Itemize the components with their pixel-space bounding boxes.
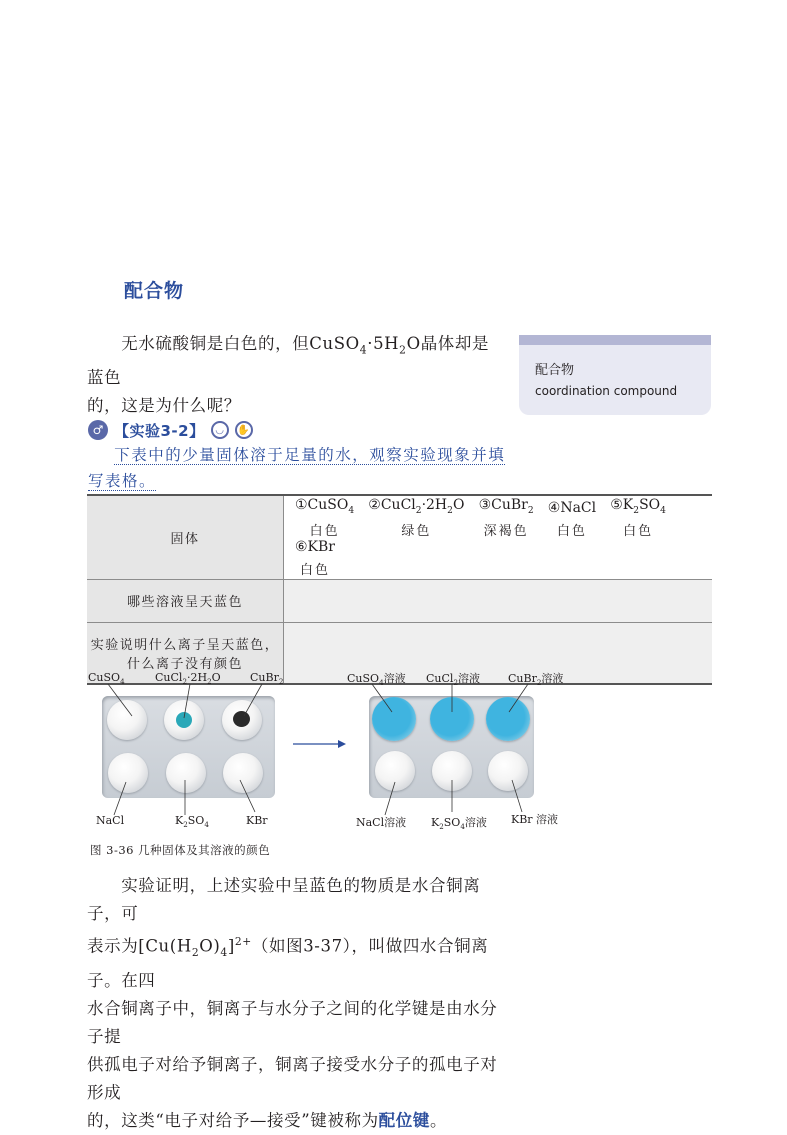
glossary-term-en: coordination compound [535, 384, 678, 398]
label-cubr2-solution: CuBr$_2$溶液 [508, 672, 564, 688]
compound-k2so4: $⑤K_2SO_4$ 白色 [610, 497, 666, 539]
label-cubr2: CuBr$_2$ [250, 671, 284, 687]
header-blue-solutions: 哪些溶液呈天蓝色 [87, 579, 284, 622]
keyword-coordination-bond: 配位键 [378, 1110, 430, 1130]
section-title: 配合物 [124, 280, 185, 302]
compound-cubr2: ③CuBr$_2$ 深褐色 [478, 497, 534, 539]
body-paragraph [87, 872, 507, 1135]
label-cucl2-solution: CuCl$_2$溶液 [426, 672, 480, 688]
body-line-3: 水合铜离子中，铜离子与水分子之间的化学键是由水分子提 [87, 998, 498, 1046]
label-nacl: NaCl [96, 814, 125, 827]
compound-cucl2: $②CuCl_2\cdot 2H_2O$ 绿色 [368, 497, 465, 539]
figure-caption: 图 3-36 几种固体及其溶液的颜色 [90, 843, 271, 857]
label-nacl-solution: NaCl溶液 [356, 816, 407, 829]
body-line-1: 实验证明，上述实验中呈蓝色的物质是水合铜离子，可 [87, 876, 481, 923]
intro-line-2: 的，这是为什么呢？ [87, 396, 241, 416]
body-line-5: 的，这类“电子对给予—接受”键被称为配位键。 [87, 1110, 448, 1130]
glossary-term-zh: 配合物 [535, 363, 575, 378]
header-explain: 实验说明什么离子呈天蓝色， 什么离子没有颜色 [87, 622, 284, 684]
body-line-4: 供孤电子对给予铜离子，铜离子接受水分子的孤电子对形成 [87, 1054, 498, 1102]
label-cuso4: CuSO$_4$ [88, 671, 125, 687]
label-k2so4: $K_2SO_4$ [175, 814, 209, 830]
label-cucl2: $CuCl_2\cdot 2H_2O$ [155, 671, 221, 687]
label-cuso4-solution: CuSO$_4$溶液 [347, 672, 406, 688]
label-kbr-solution: KBr 溶液 [511, 813, 559, 826]
intro-line-1: 无水硫酸铜是白色的，但$CuSO_4\cdot 5H_2O$晶体却是蓝色 [87, 334, 490, 388]
body-line-2: 表示为$[Cu(H_2O)_4]^{2+}$（如图3-37），叫做四水合铜离子。在四 [87, 935, 489, 990]
compound-nacl: ④NaCl 白色 [547, 499, 597, 539]
experiment-instruction: 下表中的少量固体溶于足量的水，观察实验现象并填 写表格。 [88, 446, 506, 490]
compound-cuso4: ①CuSO$_4$ 白色 [295, 497, 355, 539]
header-solid: 固体 [87, 495, 284, 579]
label-kbr: KBr [246, 814, 268, 827]
experiment-label: 【实验3-2】 [114, 421, 205, 440]
safety-goggles-icon: ◡ [211, 421, 229, 439]
arrow-icon [293, 740, 346, 748]
label-k2so4-solution: $K_2SO_4$溶液 [431, 816, 487, 832]
experiment-person-icon: ♂ [88, 420, 108, 440]
hand-wash-icon: ✋ [235, 421, 253, 439]
compound-kbr: ⑥KBr 白色 [295, 538, 335, 578]
